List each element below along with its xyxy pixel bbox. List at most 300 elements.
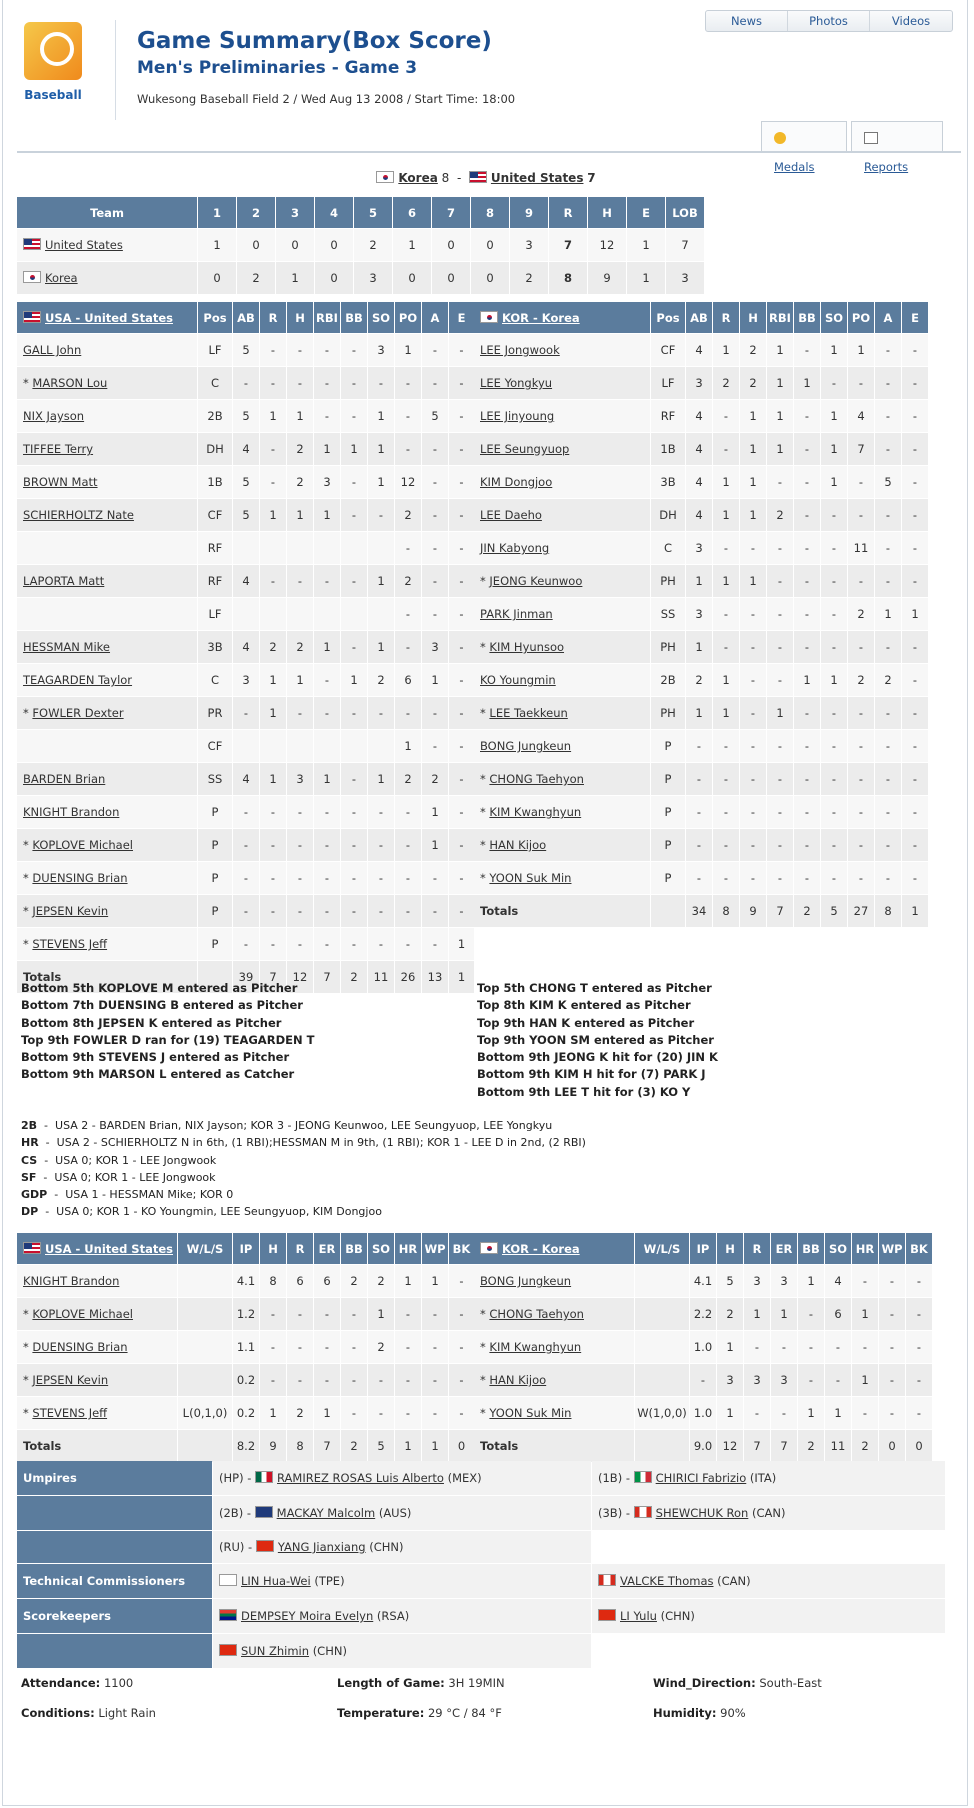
nav-videos[interactable]: Videos <box>891 14 931 28</box>
col-hr: HR <box>395 1233 421 1264</box>
kor-team-link[interactable]: KOR - Korea <box>502 1241 580 1256</box>
totals-label: Totals <box>474 1430 634 1462</box>
player-name-link[interactable]: BARDEN Brian <box>23 772 106 786</box>
player-name-link[interactable]: STEVENS Jeff <box>32 937 108 951</box>
batting-stat-cell: LF <box>651 367 685 399</box>
batting-stat-cell: - <box>341 631 367 663</box>
umpire-noc: (AUS) <box>378 1506 412 1520</box>
medal-icon <box>774 132 786 144</box>
batting-stat-cell: 3 <box>686 367 712 399</box>
batting-stat-cell: P <box>198 829 232 861</box>
linescore-row <box>17 229 704 261</box>
player-name-link[interactable]: BROWN Matt <box>23 475 98 489</box>
batting-row <box>474 862 928 894</box>
pitching-stat-cell: 6 <box>287 1265 313 1297</box>
australia-flag-icon <box>255 1506 273 1518</box>
pitching-total-cell: 5 <box>368 1430 394 1462</box>
pitching-stat-cell <box>178 1331 232 1363</box>
batting-stat-cell: - <box>821 598 847 630</box>
batting-total-cell: 26 <box>395 961 421 993</box>
player-name-link[interactable]: KO Youngmin <box>480 673 556 687</box>
batting-stat-cell: 1 <box>713 466 739 498</box>
pitching-stat-cell: 1 <box>798 1265 824 1297</box>
linescore-col-header: 7 <box>432 197 470 228</box>
batting-stat-cell: 2B <box>651 664 685 696</box>
sport-logo[interactable] <box>17 22 89 108</box>
stat-text: USA 0; KOR 1 - KO Youngmin, LEE Seungyuop, KIM Dongjoo <box>56 1205 382 1219</box>
pitching-stat-cell: - <box>906 1298 932 1330</box>
batting-stat-cell: - <box>422 433 448 465</box>
kor-batting-team-header[interactable] <box>474 302 650 333</box>
usa-pitching-team-header[interactable] <box>17 1233 177 1264</box>
linescore-cell: 0 <box>237 229 275 261</box>
batting-row <box>474 763 928 795</box>
batting-stat-cell: - <box>395 862 421 894</box>
batting-stat-cell <box>287 532 313 564</box>
batting-total-cell: 8 <box>713 895 739 927</box>
usa-flag-icon <box>23 311 41 323</box>
pitching-stat-cell: 1 <box>395 1265 421 1297</box>
umpire-role: (2B) - <box>219 1506 255 1520</box>
pitching-stat-cell: - <box>825 1331 851 1363</box>
player-name-link[interactable]: HAN Kijoo <box>489 1373 547 1387</box>
player-name-link[interactable]: SCHIERHOLTZ Nate <box>23 508 134 522</box>
batting-stat-cell: 1 <box>740 499 766 531</box>
tab-reports[interactable] <box>851 121 943 174</box>
pitching-total-cell <box>635 1430 689 1462</box>
batting-stat-cell: PR <box>198 697 232 729</box>
umpire-role: (3B) - <box>598 1506 634 1520</box>
batting-stat-cell: - <box>395 895 421 927</box>
pitching-stat-cell: 1 <box>260 1397 286 1429</box>
pitching-stat-cell: - <box>287 1298 313 1330</box>
substitution-note: Bottom 9th STEVENS J entered as Pitcher <box>21 1050 290 1065</box>
weather-conditions <box>21 1706 323 1736</box>
substitute-marker: * <box>23 838 33 852</box>
umpire-name[interactable]: MACKAY Malcolm <box>276 1506 376 1520</box>
batting-player-cell <box>17 730 197 762</box>
pitching-stat-cell: - <box>395 1397 421 1429</box>
stat-label: HR <box>21 1136 39 1150</box>
batting-stat-cell: - <box>368 895 394 927</box>
batting-row <box>474 433 928 465</box>
pitching-stat-cell: 2 <box>287 1397 313 1429</box>
pitching-row <box>17 1331 474 1363</box>
report-icon <box>864 132 878 144</box>
linescore-cell: 9 <box>588 262 626 294</box>
batting-stat-cell: - <box>368 499 394 531</box>
batting-stat-cell: - <box>875 862 901 894</box>
batting-stat-cell: - <box>449 598 474 630</box>
batting-stat-cell: 12 <box>395 466 421 498</box>
col-e: E <box>449 302 474 333</box>
usa-batting-team-header[interactable] <box>17 302 197 333</box>
stat-line <box>21 1203 586 1220</box>
player-name-link[interactable]: CHONG Taehyon <box>489 1307 584 1321</box>
pitching-stat-cell <box>178 1298 232 1330</box>
scorekeepers-label-empty <box>17 1634 212 1668</box>
batting-stat-cell: 1 <box>368 466 394 498</box>
pitching-player-cell <box>17 1265 177 1297</box>
batting-stat-cell: - <box>314 334 340 366</box>
batting-stat-cell: 1 <box>260 400 286 432</box>
batting-stat-cell <box>260 598 286 630</box>
batting-player-cell <box>17 895 197 927</box>
col-po: PO <box>848 302 874 333</box>
batting-player-cell <box>17 697 197 729</box>
player-name-link[interactable]: KIM Hyunsoo <box>489 640 565 654</box>
linescore-cell: 8 <box>549 262 587 294</box>
batting-stat-cell: - <box>395 433 421 465</box>
batting-row <box>17 598 474 630</box>
pitching-stat-cell: 1 <box>771 1298 797 1330</box>
pitching-total-cell: 11 <box>825 1430 851 1462</box>
pitching-stat-cell: - <box>395 1331 421 1363</box>
batting-stat-cell: - <box>422 730 448 762</box>
batting-stat-cell: - <box>341 499 367 531</box>
batting-total-cell: 11 <box>368 961 394 993</box>
batting-stat-cell: - <box>368 829 394 861</box>
batting-stat-cell: 4 <box>233 433 259 465</box>
pitching-total-cell: 7 <box>314 1430 340 1462</box>
nav-photos[interactable]: Photos <box>788 11 870 31</box>
linescore-cell: 3 <box>510 229 548 261</box>
result-team1[interactable]: Korea <box>398 171 438 185</box>
batting-total-cell: 7 <box>314 961 340 993</box>
pitching-stat-cell: 1 <box>798 1397 824 1429</box>
batting-stat-cell: - <box>821 532 847 564</box>
official-name[interactable]: SUN Zhimin <box>241 1644 310 1658</box>
batting-stat-cell: - <box>233 367 259 399</box>
batting-stat-cell: 2 <box>686 664 712 696</box>
umpire-name[interactable]: RAMIREZ ROSAS Luis Alberto <box>277 1471 444 1485</box>
pitching-stat-cell: 3 <box>771 1265 797 1297</box>
player-name-link[interactable]: CHONG Taehyon <box>489 772 584 786</box>
linescore-cell: 2 <box>354 229 392 261</box>
batting-stat-cell: LF <box>198 598 232 630</box>
batting-stat-cell <box>233 730 259 762</box>
linescore-col-header: H <box>588 197 626 228</box>
batting-stat-cell: 1 <box>794 367 820 399</box>
batting-stat-cell: - <box>875 532 901 564</box>
player-name-link[interactable]: LEE Seungyuop <box>480 442 570 456</box>
umpire-ru <box>213 1531 591 1563</box>
col-so: SO <box>825 1233 851 1264</box>
pitching-stat-cell: - <box>287 1331 313 1363</box>
linescore-cell: 0 <box>315 229 353 261</box>
batting-stat-cell: - <box>902 433 928 465</box>
player-name-link[interactable]: TIFFEE Terry <box>23 442 94 456</box>
substitute-marker: * <box>480 772 490 786</box>
batting-stat-cell <box>260 532 286 564</box>
pitching-stat-cell <box>635 1265 689 1297</box>
pitching-total-cell <box>178 1430 232 1462</box>
batting-stat-cell: 3 <box>686 532 712 564</box>
player-name-link[interactable]: HESSMAN Mike <box>23 640 111 654</box>
batting-stat-cell: PH <box>651 697 685 729</box>
humidity-value: 90% <box>720 1706 746 1720</box>
batting-stat-cell: - <box>422 697 448 729</box>
substitute-marker: * <box>23 1340 33 1354</box>
substitute-marker: * <box>480 706 490 720</box>
player-name-link[interactable]: GALL John <box>23 343 82 357</box>
player-name-link[interactable]: KIM Kwanghyun <box>489 805 582 819</box>
stat-separator: - <box>37 1119 56 1132</box>
humidity-label: Humidity: <box>653 1706 717 1720</box>
col-r: R <box>287 1233 313 1264</box>
player-name-link[interactable]: YOON Suk Min <box>489 1406 572 1420</box>
player-name-link[interactable]: KNIGHT Brandon <box>23 805 120 819</box>
umpire-name[interactable]: YANG Jianxiang <box>277 1540 366 1554</box>
stat-line <box>21 1134 586 1151</box>
pitching-total-cell: 0 <box>449 1430 474 1462</box>
batting-stat-cell: 5 <box>233 400 259 432</box>
batting-stat-cell: 2 <box>875 664 901 696</box>
batting-stat-cell: 1 <box>422 664 448 696</box>
linescore-cell: 3 <box>666 262 704 294</box>
substitution-note: Bottom 7th DUENSING B entered as Pitcher <box>21 998 303 1013</box>
batting-player-cell <box>474 796 650 828</box>
player-name-link[interactable]: MARSON Lou <box>32 376 108 390</box>
batting-player-cell <box>17 928 197 960</box>
batting-stat-cell: 1 <box>821 664 847 696</box>
pitching-player-cell <box>17 1331 177 1363</box>
batting-stat-cell: 5 <box>875 466 901 498</box>
batting-stat-cell <box>341 730 367 762</box>
player-name-link[interactable]: KIM Dongjoo <box>480 475 553 489</box>
player-name-link[interactable]: NIX Jayson <box>23 409 85 423</box>
official-name[interactable]: DEMPSEY Moira Evelyn <box>241 1609 374 1623</box>
usa-substitution-notes <box>21 980 314 1084</box>
player-name-link[interactable]: LEE Taekkeun <box>489 706 568 720</box>
pitching-stat-cell: - <box>744 1331 770 1363</box>
batting-stat-cell: - <box>848 499 874 531</box>
batting-stat-cell: 1 <box>767 334 793 366</box>
humidity <box>653 1706 955 1736</box>
batting-stat-cell: 2B <box>198 400 232 432</box>
player-name-link[interactable]: KIM Kwanghyun <box>489 1340 582 1354</box>
batting-row <box>474 598 928 630</box>
conditions-label: Conditions: <box>21 1706 95 1720</box>
batting-stat-cell: - <box>341 895 367 927</box>
substitute-marker: * <box>23 937 33 951</box>
official-name[interactable]: LI Yulu <box>620 1609 657 1623</box>
substitute-marker: * <box>480 1307 490 1321</box>
linescore-col-header: R <box>549 197 587 228</box>
col-bb: BB <box>798 1233 824 1264</box>
batting-total-cell: 1 <box>902 895 928 927</box>
batting-stat-cell: - <box>767 631 793 663</box>
batting-stat-cell: 1 <box>821 466 847 498</box>
pitching-row <box>474 1265 932 1297</box>
batting-stat-cell: - <box>794 862 820 894</box>
player-name-link[interactable]: STEVENS Jeff <box>32 1406 108 1420</box>
usa-team-link[interactable]: USA - United States <box>45 1241 173 1256</box>
batting-stat-cell: - <box>848 631 874 663</box>
linescore-cell: 7 <box>549 229 587 261</box>
batting-stat-cell: 2 <box>287 433 313 465</box>
stat-line <box>21 1152 586 1169</box>
batting-stat-cell: 1 <box>794 664 820 696</box>
batting-stat-cell: - <box>821 565 847 597</box>
kor-pitching-table <box>473 1232 933 1463</box>
batting-stat-cell: - <box>314 697 340 729</box>
pitching-stat-cell: - <box>879 1298 905 1330</box>
player-name-link[interactable]: JEONG Keunwoo <box>489 574 583 588</box>
player-name-link[interactable]: LEE Jongwook <box>480 343 560 357</box>
batting-stat-cell: 2 <box>287 466 313 498</box>
linescore-cell: 1 <box>627 262 665 294</box>
player-name-link[interactable]: KOPLOVE Michael <box>32 838 133 852</box>
player-name-link[interactable]: KNIGHT Brandon <box>23 1274 120 1288</box>
umpire-noc: (CHN) <box>369 1540 404 1554</box>
kor-team-link[interactable]: KOR - Korea <box>502 310 580 325</box>
pitching-total-cell: 2 <box>798 1430 824 1462</box>
batting-player-cell <box>17 565 197 597</box>
stat-text: USA 2 - BARDEN Brian, NIX Jayson; KOR 3 - JEONG Keunwoo, LEE Seungyuop, LEE Yongkyu <box>55 1119 553 1132</box>
batting-stat-cell: - <box>287 829 313 861</box>
pitching-totals-row <box>474 1430 932 1462</box>
official-name[interactable]: LIN Hua-Wei <box>241 1574 311 1588</box>
col-h: H <box>717 1233 743 1264</box>
player-name-link[interactable]: DUENSING Brian <box>32 1340 128 1354</box>
col-rbi: RBI <box>767 302 793 333</box>
result-sep: - <box>456 171 462 185</box>
batting-stat-cell: 1 <box>341 664 367 696</box>
stat-text: USA 0; KOR 1 - LEE Jongwook <box>55 1153 217 1167</box>
batting-stat-cell: 4 <box>686 466 712 498</box>
batting-stat-cell: - <box>233 697 259 729</box>
batting-row <box>17 928 474 960</box>
player-name-link[interactable]: BONG Jungkeun <box>480 1274 572 1288</box>
batting-stat-cell: 11 <box>848 532 874 564</box>
player-name-link[interactable]: BONG Jungkeun <box>480 739 572 753</box>
batting-stat-cell: P <box>198 862 232 894</box>
player-name-link[interactable]: DUENSING Brian <box>32 871 128 885</box>
batting-stat-cell: - <box>740 829 766 861</box>
batting-stat-cell: P <box>651 862 685 894</box>
nav-news[interactable]: News <box>706 11 788 31</box>
batting-stat-cell: - <box>821 367 847 399</box>
pitching-stat-cell: - <box>260 1331 286 1363</box>
batting-stat-cell: - <box>314 367 340 399</box>
umpire-name[interactable]: CHIRICI Fabrizio <box>655 1471 747 1485</box>
pitching-stat-cell: - <box>422 1298 448 1330</box>
linescore-team-link[interactable]: Korea <box>45 271 78 285</box>
player-name-link[interactable]: KOPLOVE Michael <box>32 1307 133 1321</box>
batting-stat-cell: 1 <box>287 664 313 696</box>
col-bk: BK <box>449 1233 474 1264</box>
col-ab: AB <box>686 302 712 333</box>
player-name-link[interactable]: TEAGARDEN Taylor <box>23 673 133 687</box>
pitching-stat-cell <box>178 1364 232 1396</box>
player-name-link[interactable]: LEE Jinyoung <box>480 409 555 423</box>
player-name-link[interactable]: FOWLER Dexter <box>32 706 124 720</box>
usa-team-link[interactable]: USA - United States <box>45 310 173 325</box>
batting-stat-cell: - <box>314 829 340 861</box>
scorekeeper <box>213 1634 591 1668</box>
player-name-link[interactable]: LEE Daeho <box>480 508 542 522</box>
batting-stat-cell: - <box>314 862 340 894</box>
batting-stat-cell: C <box>651 532 685 564</box>
player-name-link[interactable]: JEPSEN Kevin <box>32 904 109 918</box>
substitution-note: Bottom 9th JEONG K hit for (20) JIN K <box>477 1050 718 1065</box>
official-noc: (CHN) <box>660 1609 695 1623</box>
player-name-link[interactable]: JEPSEN Kevin <box>32 1373 109 1387</box>
umpire-name[interactable]: SHEWCHUK Ron <box>655 1506 749 1520</box>
pitching-stat-cell: 3 <box>744 1364 770 1396</box>
kor-pitching-team-header[interactable] <box>474 1233 634 1264</box>
batting-stat-cell: - <box>449 499 474 531</box>
col-wls: W/L/S <box>635 1233 689 1264</box>
batting-stat-cell: 3B <box>651 466 685 498</box>
batting-stat-cell <box>233 532 259 564</box>
player-name-link[interactable]: HAN Kijoo <box>489 838 547 852</box>
player-name-link[interactable]: LEE Yongkyu <box>480 376 553 390</box>
batting-stat-cell <box>314 730 340 762</box>
player-name-link[interactable]: YOON Suk Min <box>489 871 572 885</box>
batting-stat-cell: - <box>875 796 901 828</box>
batting-stat-cell: - <box>287 928 313 960</box>
korea-flag-icon <box>480 1242 498 1254</box>
batting-stat-cell: - <box>740 862 766 894</box>
canada-flag-icon <box>598 1574 616 1586</box>
tab-medals[interactable] <box>761 121 847 174</box>
batting-stat-cell: - <box>794 532 820 564</box>
pitching-total-cell: 9 <box>260 1430 286 1462</box>
linescore-team-link[interactable]: United States <box>45 238 123 252</box>
batting-stat-cell: 4 <box>848 400 874 432</box>
result-team2[interactable]: United States <box>490 171 584 185</box>
batting-player-cell <box>474 334 650 366</box>
linescore-col-header: LOB <box>666 197 704 228</box>
totals-label: Totals <box>17 961 197 993</box>
batting-stat-cell: - <box>341 697 367 729</box>
batting-stat-cell: - <box>260 928 286 960</box>
player-name-link[interactable]: JIN Kabyong <box>480 541 550 555</box>
linescore-cell: 1 <box>198 229 236 261</box>
batting-stat-cell: 1 <box>713 697 739 729</box>
game-result <box>3 171 969 185</box>
batting-stat-cell: C <box>198 367 232 399</box>
batting-row <box>17 466 474 498</box>
batting-stat-cell: - <box>902 400 928 432</box>
batting-stat-cell: - <box>287 565 313 597</box>
player-name-link[interactable]: PARK Jinman <box>480 607 553 621</box>
wind-value: South-East <box>759 1676 822 1690</box>
scorekeeper <box>592 1599 945 1633</box>
official-name[interactable]: VALCKE Thomas <box>620 1574 714 1588</box>
batting-stat-cell: 1 <box>368 631 394 663</box>
batting-stat-cell: - <box>875 565 901 597</box>
col-pos: Pos <box>198 302 232 333</box>
batting-stat-cell: - <box>449 532 474 564</box>
batting-stat-cell: 3 <box>233 664 259 696</box>
pitching-stat-cell: - <box>906 1265 932 1297</box>
scorekeepers-label: Scorekeepers <box>17 1599 212 1633</box>
batting-stat-cell: LF <box>198 334 232 366</box>
batting-stat-cell <box>368 730 394 762</box>
col-a: A <box>422 302 448 333</box>
pitching-stat-cell: 1 <box>852 1298 878 1330</box>
batting-stat-cell: - <box>767 565 793 597</box>
pitching-stat-cell: - <box>260 1298 286 1330</box>
pitching-stat-cell: - <box>906 1397 932 1429</box>
player-name-link[interactable]: LAPORTA Matt <box>23 574 105 588</box>
game-length <box>337 1676 639 1706</box>
pitching-stat-cell: - <box>449 1397 474 1429</box>
pitching-total-cell: 8.2 <box>233 1430 259 1462</box>
